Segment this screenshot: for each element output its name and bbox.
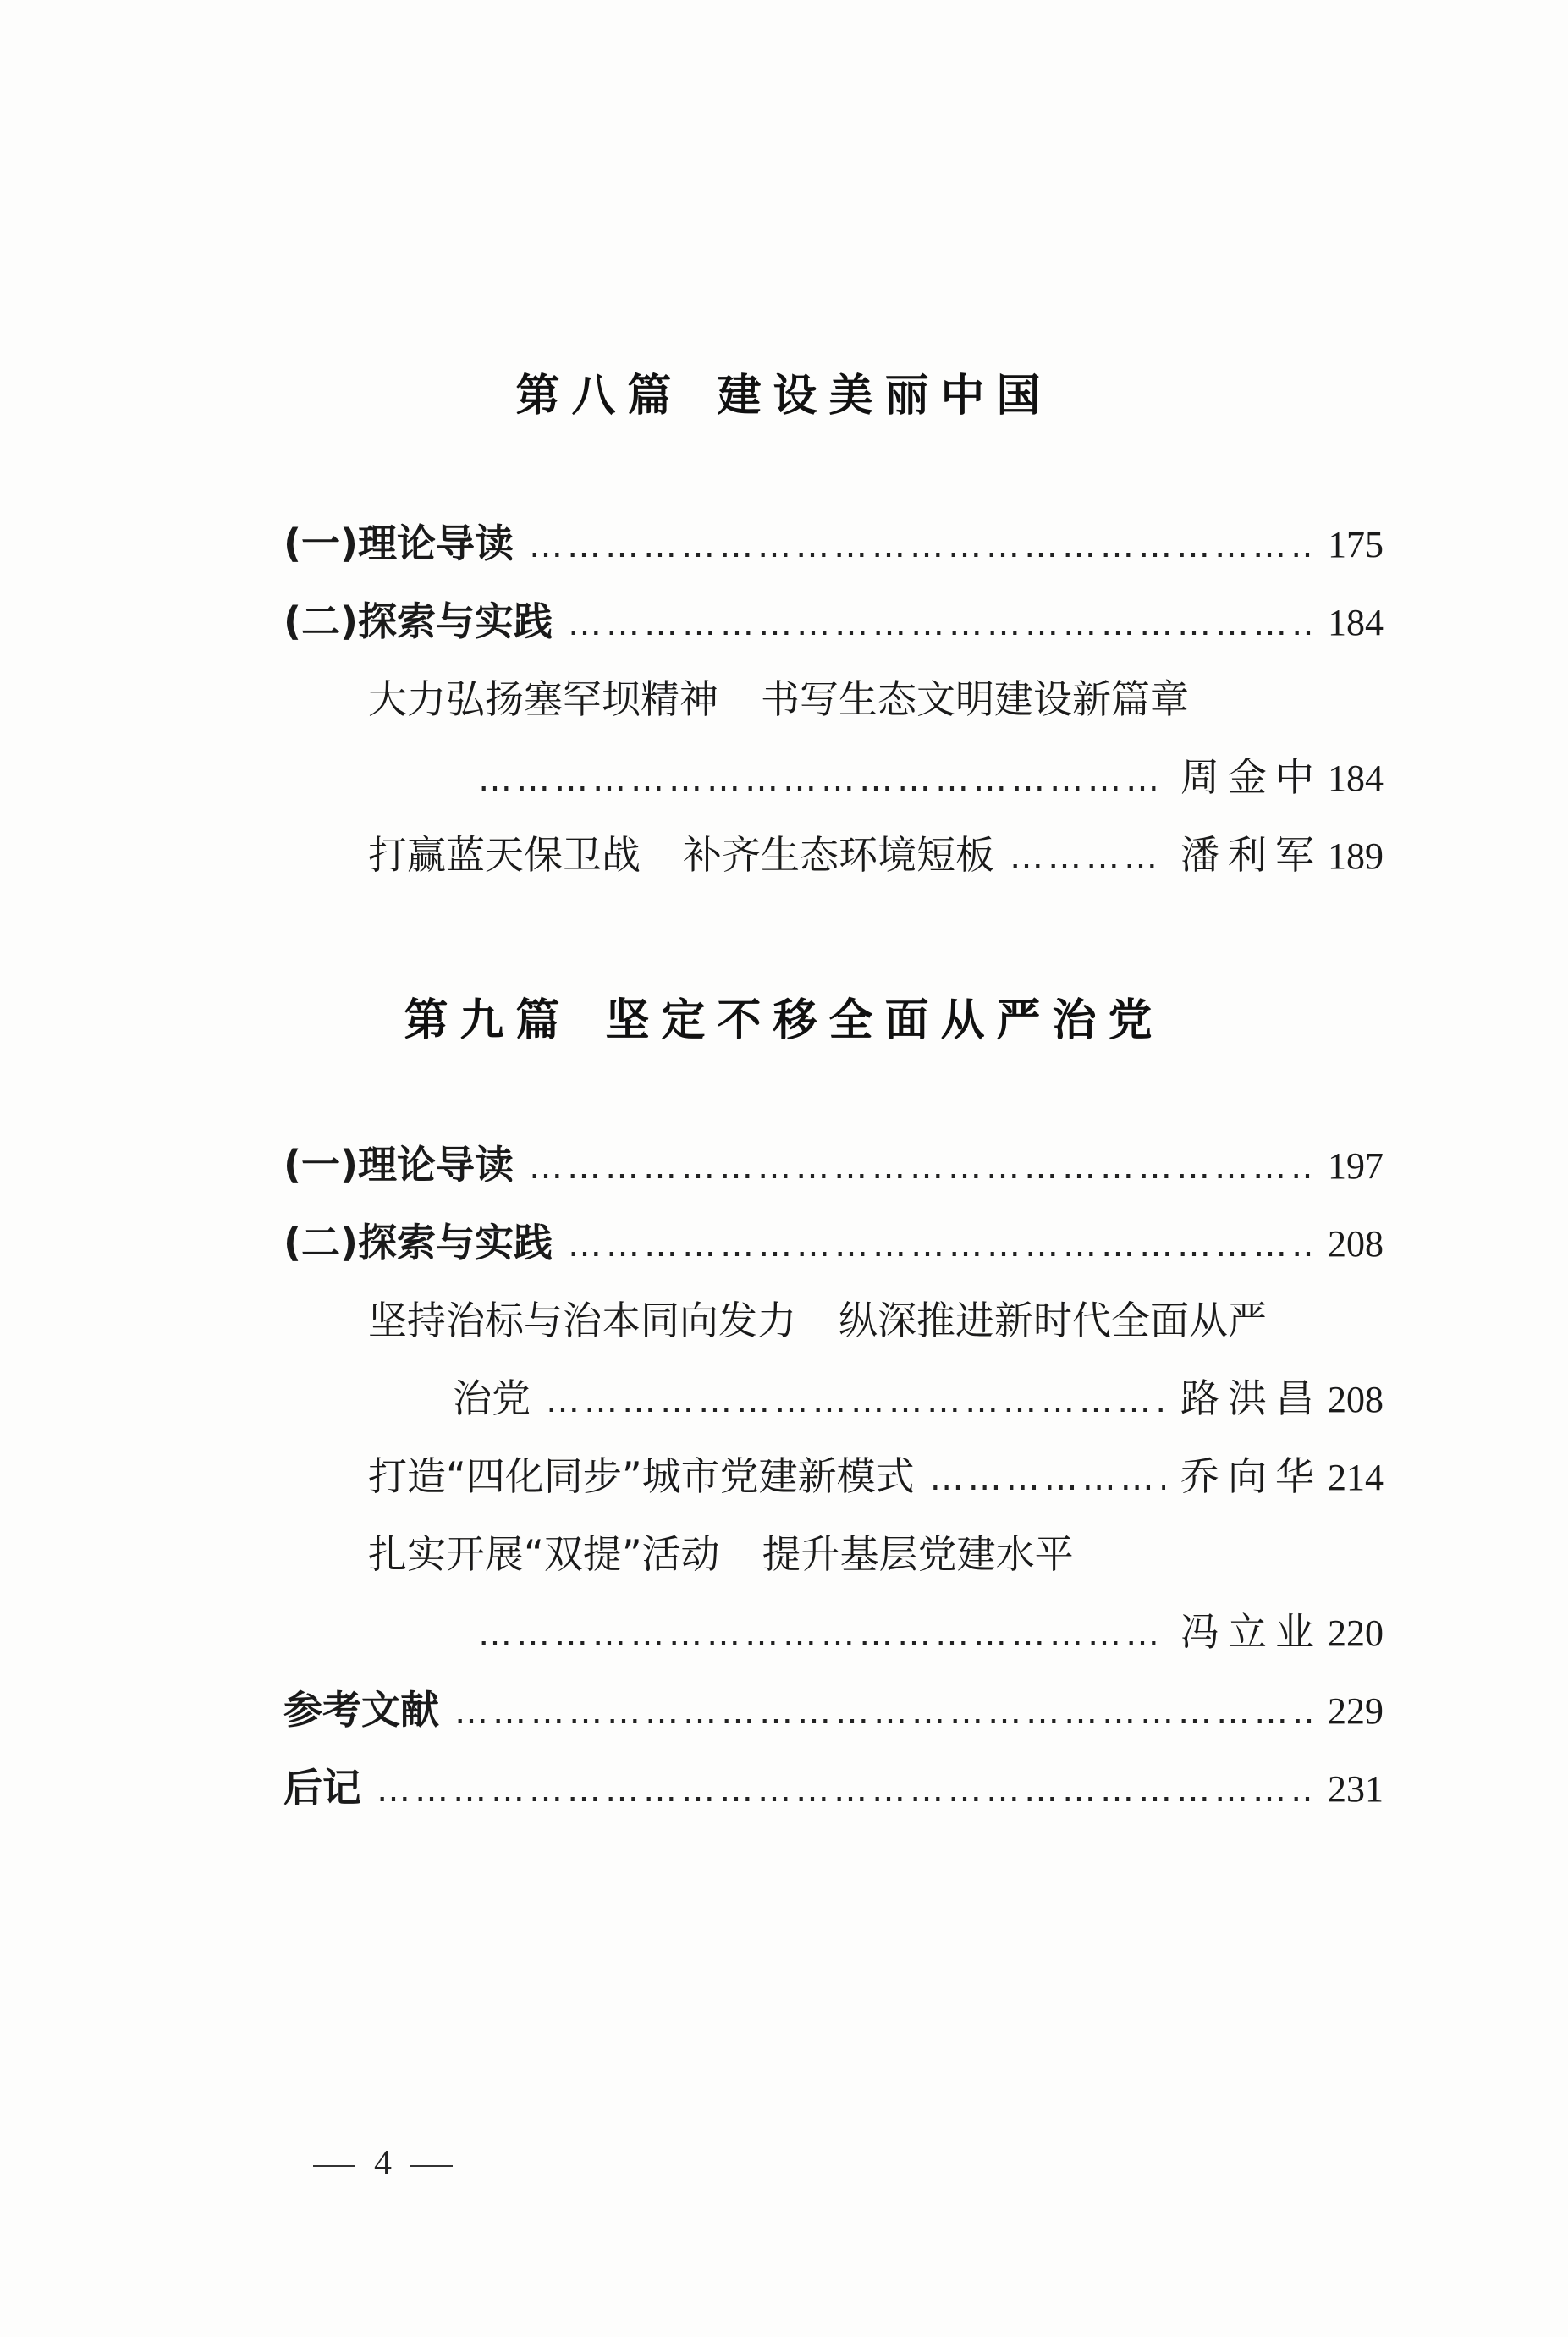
toc-page-number: 175 (1328, 524, 1384, 565)
toc-entry-afterword[interactable] (283, 1762, 1384, 1815)
toc-entry-label: (二)探索与实践 (283, 598, 553, 644)
toc-entry[interactable] (283, 1139, 1384, 1192)
toc-entry-label: (二)探索与实践 (283, 1220, 553, 1265)
footer-dash-left (313, 2165, 355, 2167)
toc-article-title[interactable]: 大力弘扬塞罕坝精神 书写生态文明建设新篇章 (368, 676, 1189, 722)
leader-dots (568, 1220, 1312, 1270)
footer-dash-right (410, 2165, 453, 2167)
leader-dots (1010, 832, 1165, 883)
page-footer (294, 2143, 471, 2184)
toc-page-number: 184 (1328, 602, 1384, 643)
toc-page-number: 231 (1328, 1768, 1384, 1810)
leader-dots (478, 1609, 1165, 1660)
toc-article-continuation (453, 1373, 1384, 1425)
toc-page-number: 214 (1328, 1457, 1384, 1498)
toc-entry-label: 后记 (283, 1765, 361, 1811)
article-author: 路洪昌 (1180, 1375, 1323, 1421)
leader-dots (546, 1375, 1165, 1426)
toc-page-number: 189 (1328, 835, 1384, 877)
toc-entry-label: 参考文献 (283, 1687, 439, 1733)
article-author: 冯立业 (1180, 1609, 1323, 1655)
toc-article-title[interactable]: 坚持治标与治本同向发力 纵深推进新时代全面从严 (368, 1298, 1267, 1343)
toc-page-number: 220 (1328, 1612, 1384, 1654)
toc-article-title: 打造“四化同步”城市党建新模式 (368, 1453, 915, 1499)
footer-page-number: 4 (374, 2144, 392, 2183)
toc-entry[interactable] (283, 1217, 1384, 1270)
toc-page-number: 229 (1328, 1690, 1384, 1732)
article-author: 潘利军 (1180, 832, 1323, 878)
leader-dots (454, 1687, 1312, 1738)
section-8-name: 建设美丽中国 (717, 370, 1053, 422)
leader-dots (478, 754, 1165, 805)
toc-entry-references[interactable] (283, 1684, 1384, 1737)
toc-article-leader (478, 752, 1384, 804)
toc-entry-label: (一)理论导读 (283, 1142, 514, 1188)
section-9-name: 坚定不移全面从严治党 (605, 995, 1164, 1046)
article-author: 乔向华 (1180, 1453, 1323, 1499)
toc-article-title-cont: 治党 (453, 1375, 531, 1421)
section-8-number: 第八篇 (515, 370, 684, 422)
section-9-title (0, 984, 1568, 1048)
toc-article-title[interactable]: 扎实开展“双提”活动 提升基层党建水平 (368, 1531, 1074, 1577)
toc-page-number: 184 (1328, 758, 1384, 799)
toc-entry[interactable] (283, 518, 1384, 570)
leader-dots (568, 598, 1312, 649)
toc-article-leader (478, 1607, 1384, 1659)
leader-dots (529, 1142, 1312, 1193)
leader-dots (930, 1453, 1165, 1504)
article-author: 周金中 (1180, 754, 1323, 800)
leader-dots (377, 1765, 1312, 1816)
section-8-title (0, 360, 1568, 423)
toc-entry[interactable] (283, 596, 1384, 648)
toc-page-number: 197 (1328, 1145, 1384, 1187)
leader-dots (529, 521, 1312, 571)
toc-article[interactable] (368, 1451, 1384, 1503)
toc-article[interactable] (368, 830, 1384, 882)
toc-article-title: 打赢蓝天保卫战 补齐生态环境短板 (368, 832, 994, 878)
toc-entry-label: (一)理论导读 (283, 521, 514, 566)
toc-page-number: 208 (1328, 1379, 1384, 1420)
toc-page-number: 208 (1328, 1223, 1384, 1265)
section-9-number: 第九篇 (404, 995, 572, 1046)
